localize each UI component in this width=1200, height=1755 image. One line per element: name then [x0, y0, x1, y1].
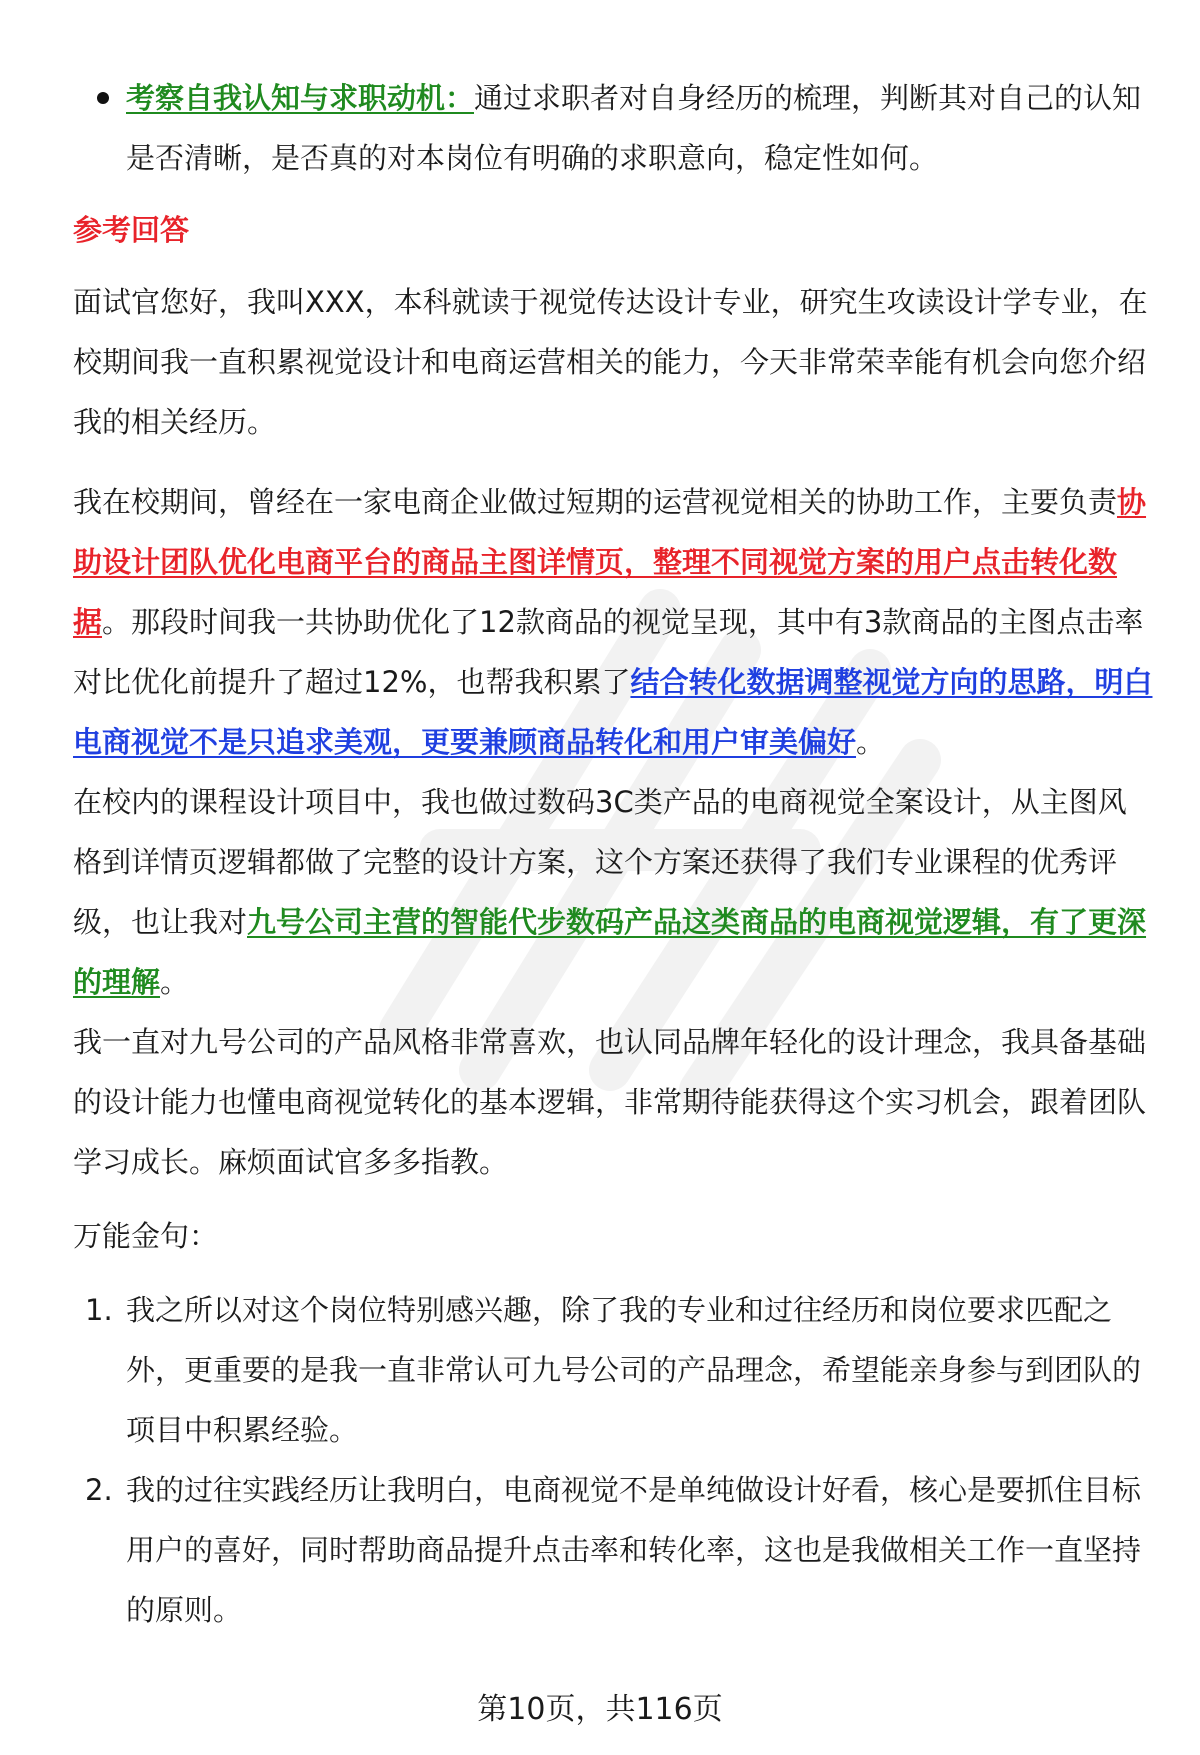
- bullet-dot-icon: [97, 92, 109, 104]
- bullet-item: [73, 68, 1153, 188]
- list-item: [73, 1280, 1153, 1460]
- experience-text-2: 。那段时间我一共协助优化了12款商品的视觉呈现，其中有3款商品的主图点击率对比优化前提升了超过12%，也帮我积累了: [73, 605, 1144, 699]
- intro-paragraph: 面试官您好，我叫XXX，本科就读于视觉传达设计专业，研究生攻读设计学专业，在校期间我一直积累视觉设计和电商运营相关的能力，今天非常荣幸能有机会向您介绍我的相关经历。: [73, 285, 1148, 439]
- list-text: 我的过往实践经历让我明白，电商视觉不是单纯做设计好看，核心是要抓住目标用户的喜好，同时帮助商品提升点击率和转化率，这也是我做相关工作一直坚持的原则。: [126, 1473, 1142, 1627]
- project-text-1: 在校内的课程设计项目中，我也做过数码3C类产品的电商视觉全案设计，从主图风格到详情页逻辑都做了完整的设计方案，这个方案还获得了我们专业课程的优秀评级，也让我对: [73, 785, 1127, 939]
- project-paragraph: [73, 772, 1153, 1012]
- answer-title: 参考回答: [73, 213, 190, 247]
- experience-highlight-blue: 结合转化数据调整视觉方向的思路，明白电商视觉不是只追求美观，更要兼顾商品转化和用户审美偏好: [73, 665, 1153, 759]
- list-text: 我之所以对这个岗位特别感兴趣，除了我的专业和过往经历和岗位要求匹配之外，更重要的是我一直非常认可九号公司的产品理念，希望能亲身参与到团队的项目中积累经验。: [126, 1293, 1142, 1447]
- list-number: 1.: [85, 1293, 113, 1327]
- list-number: 2.: [85, 1473, 113, 1507]
- bullet-label: 考察自我认知与求职动机：: [126, 81, 475, 115]
- project-text-2: 。: [160, 965, 190, 999]
- experience-text-1: 我在校期间，曾经在一家电商企业做过短期的运营视觉相关的协助工作，主要负责: [73, 485, 1118, 519]
- golden-title: 万能金句：: [73, 1219, 219, 1253]
- page-footer: 第10页，共116页: [477, 1692, 723, 1727]
- document-content: [73, 68, 1153, 1640]
- bullet-text: 通过求职者对自身经历的梳理，判断其对自己的认知是否清晰，是否真的对本岗位有明确的求职意向，稳定性如何。: [126, 81, 1142, 175]
- project-highlight-green: 九号公司主营的智能代步数码产品这类商品的电商视觉逻辑，有了更深的理解: [73, 905, 1147, 999]
- experience-paragraph: [73, 472, 1153, 772]
- closing-paragraph: 我一直对九号公司的产品风格非常喜欢，也认同品牌年轻化的设计理念，我具备基础的设计能力也懂电商视觉转化的基本逻辑，非常期待能获得这个实习机会，跟着团队学习成长。麻烦面试官多多指教。: [73, 1025, 1147, 1179]
- experience-text-3: 。: [856, 725, 886, 759]
- experience-highlight-red: 协助设计团队优化电商平台的商品主图详情页，整理不同视觉方案的用户点击转化数据: [73, 485, 1147, 639]
- list-item: [73, 1460, 1153, 1640]
